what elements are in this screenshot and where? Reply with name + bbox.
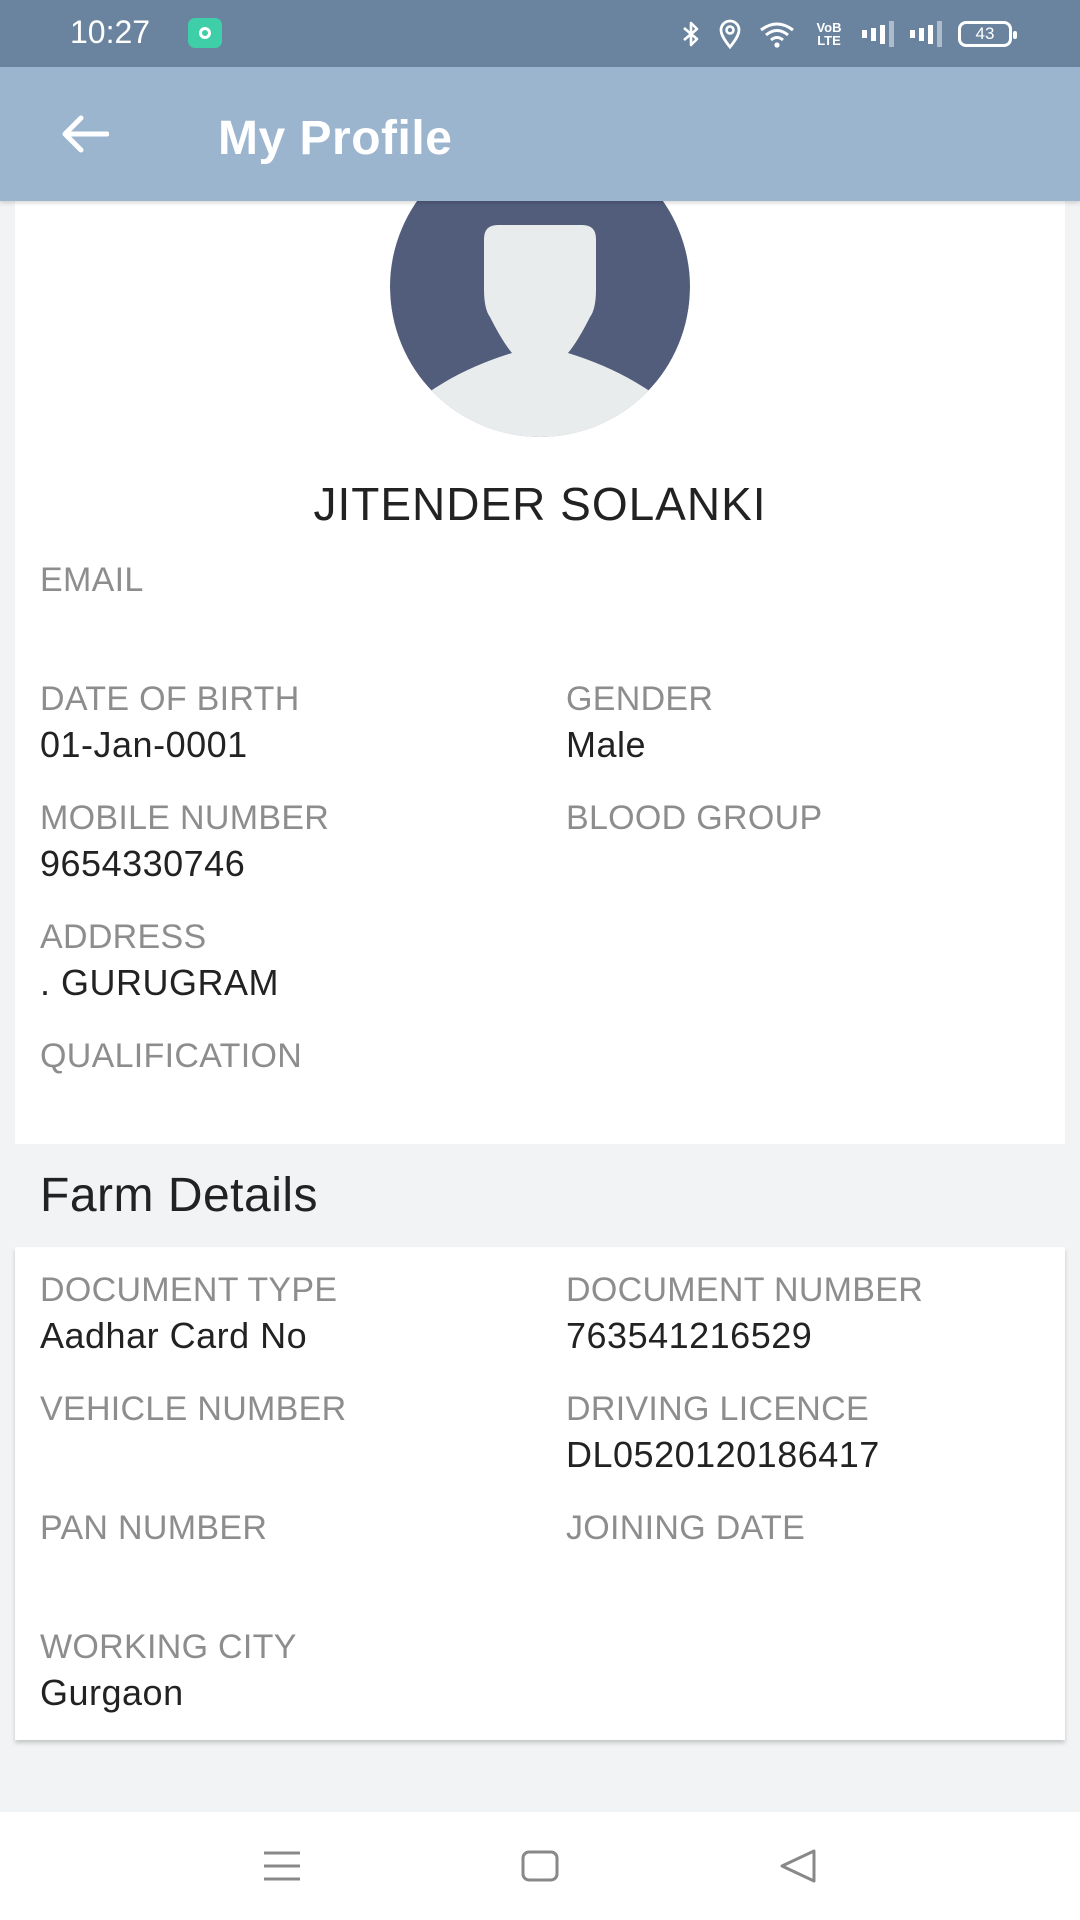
back-button[interactable] — [54, 107, 114, 161]
gender-label: GENDER — [566, 680, 714, 718]
address-label: ADDRESS — [40, 918, 207, 956]
bluetooth-icon — [680, 20, 702, 48]
menu-nav-button[interactable] — [257, 1844, 307, 1888]
avatar — [390, 201, 690, 437]
qualification-label: QUALIFICATION — [40, 1037, 303, 1075]
page-title: My Profile — [218, 112, 453, 165]
arrow-left-icon — [59, 114, 109, 154]
home-nav-button[interactable] — [515, 1844, 565, 1888]
volte-icon: VoB LTE — [816, 20, 842, 48]
app-bar — [0, 67, 1080, 201]
vehicle-number-label: VEHICLE NUMBER — [40, 1390, 347, 1428]
document-number-value: 763541216529 — [566, 1315, 813, 1356]
gender-value: Male — [566, 724, 647, 765]
back-nav-button[interactable] — [773, 1844, 823, 1888]
farm-details-card — [15, 1247, 1065, 1740]
document-number-label: DOCUMENT NUMBER — [566, 1271, 924, 1309]
mobile-label: MOBILE NUMBER — [40, 799, 330, 837]
driving-licence-value: DL0520120186417 — [566, 1434, 880, 1475]
signal-1-icon — [862, 21, 894, 47]
mobile-value: 9654330746 — [40, 843, 246, 884]
blood-group-label: BLOOD GROUP — [566, 799, 823, 837]
dob-value: 01-Jan-0001 — [40, 724, 248, 765]
pan-number-label: PAN NUMBER — [40, 1509, 268, 1547]
person-placeholder-icon — [390, 201, 690, 437]
working-city-label: WORKING CITY — [40, 1628, 297, 1666]
document-type-label: DOCUMENT TYPE — [40, 1271, 338, 1309]
driving-licence-label: DRIVING LICENCE — [566, 1390, 869, 1428]
profile-name: JITENDER SOLANKI — [313, 478, 767, 530]
triangle-left-icon — [778, 1848, 818, 1884]
joining-date-label: JOINING DATE — [566, 1509, 806, 1547]
farm-details-heading: Farm Details — [40, 1169, 319, 1222]
status-icons — [680, 12, 1012, 56]
status-time: 10:27 — [70, 14, 151, 50]
menu-icon — [262, 1849, 302, 1883]
location-icon — [718, 19, 742, 49]
working-city-value: Gurgaon — [40, 1672, 184, 1713]
system-nav-bar — [0, 1812, 1080, 1920]
wifi-icon — [758, 20, 796, 48]
dob-label: DATE OF BIRTH — [40, 680, 300, 718]
status-bar — [0, 0, 1080, 67]
email-label: EMAIL — [40, 561, 144, 599]
document-type-value: Aadhar Card No — [40, 1315, 308, 1356]
signal-2-icon — [910, 21, 942, 47]
profile-card — [15, 201, 1065, 1144]
notification-app-icon — [188, 18, 222, 48]
address-value: . GURUGRAM — [40, 962, 279, 1003]
square-icon — [521, 1849, 559, 1883]
battery-icon: 43 — [958, 21, 1012, 47]
